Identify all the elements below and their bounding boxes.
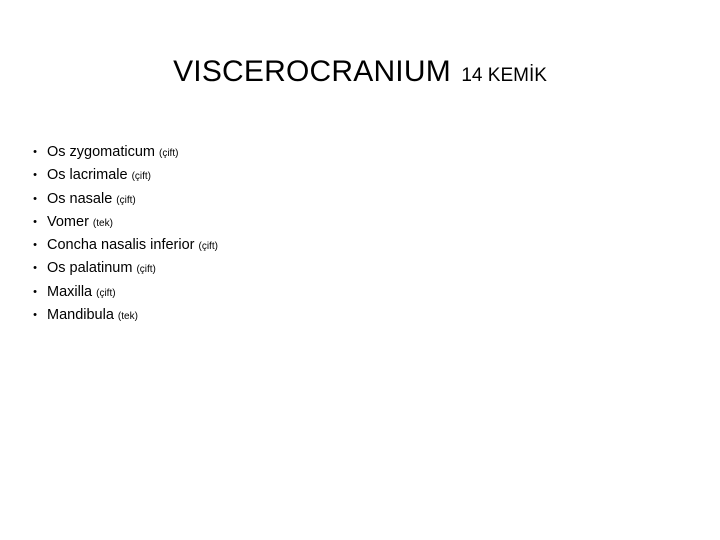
bone-name: Concha nasalis inferior bbox=[47, 237, 195, 254]
bone-label bbox=[47, 188, 136, 212]
bullet-icon: • bbox=[33, 169, 37, 182]
bone-name: Os palatinum bbox=[47, 260, 133, 277]
bone-label bbox=[47, 234, 218, 258]
bone-count-note: (çift) bbox=[136, 264, 156, 276]
bone-label bbox=[47, 257, 156, 281]
bullet-icon: • bbox=[33, 309, 37, 322]
bone-name: Mandibula bbox=[47, 307, 114, 324]
bone-count-note: (tek) bbox=[117, 311, 138, 323]
bone-count-note: (çift) bbox=[131, 171, 152, 183]
bone-count-note: (çift) bbox=[198, 241, 218, 253]
bone-label bbox=[47, 141, 178, 165]
bone-label bbox=[47, 281, 116, 305]
bone-name: Maxilla bbox=[47, 283, 93, 300]
bone-label bbox=[47, 164, 151, 188]
bullet-icon: • bbox=[33, 239, 37, 252]
bullet-icon: • bbox=[33, 285, 37, 298]
bone-label bbox=[47, 304, 138, 328]
bone-label bbox=[47, 211, 113, 235]
bullet-icon: • bbox=[33, 146, 37, 158]
bullet-icon: • bbox=[33, 192, 37, 205]
bone-count-note: (çift) bbox=[158, 148, 179, 159]
title-subtitle: 14 KEMİK bbox=[461, 65, 547, 86]
bullet-icon: • bbox=[33, 262, 37, 275]
bone-count-note: (tek) bbox=[92, 217, 113, 229]
slide-title bbox=[0, 52, 720, 97]
bullet-icon: • bbox=[33, 215, 37, 228]
bone-count-note: (çift) bbox=[96, 287, 116, 299]
bone-name: Os nasale bbox=[47, 190, 113, 207]
bone-name: Vomer bbox=[47, 213, 89, 230]
bone-name: Os zygomaticum bbox=[47, 144, 155, 160]
bone-count-note: (çift) bbox=[116, 194, 136, 206]
title-main: VISCEROCRANIUM bbox=[173, 55, 451, 88]
bone-name: Os lacrimale bbox=[47, 167, 128, 184]
